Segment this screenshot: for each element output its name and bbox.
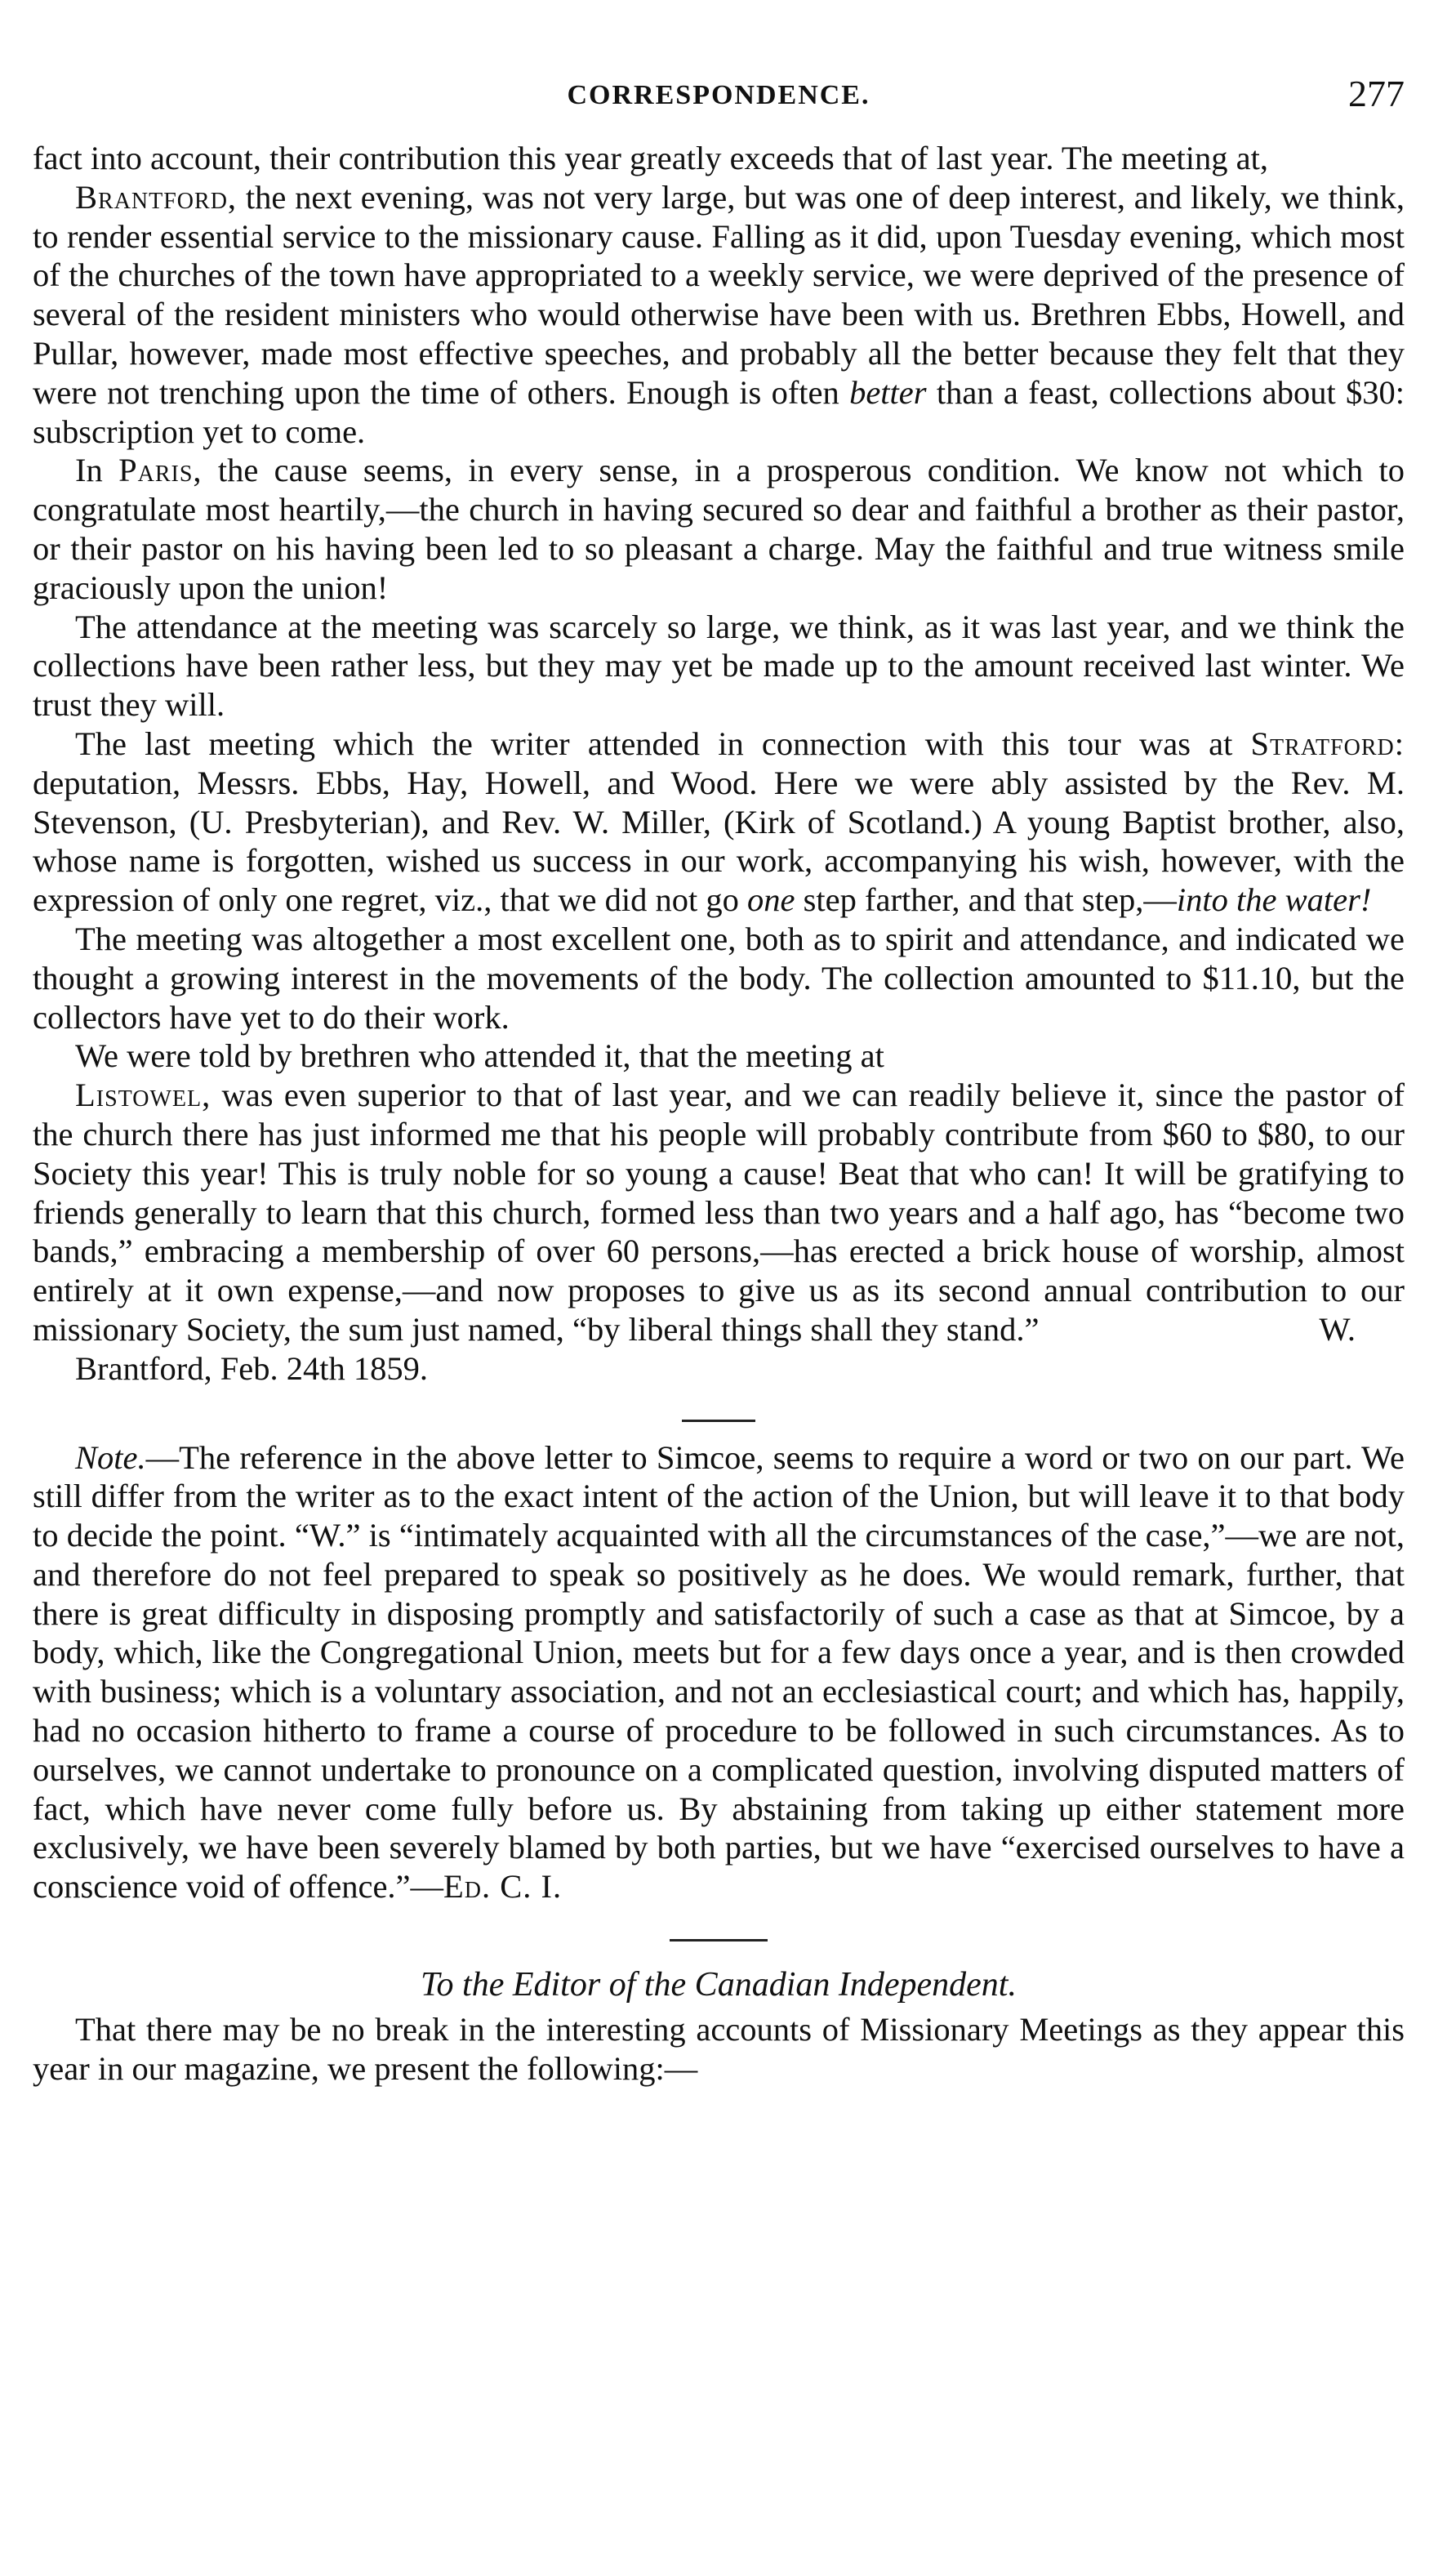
- paragraph-intro: [33, 2010, 1405, 2089]
- running-title: CORRESPONDENCE.: [567, 80, 870, 110]
- dateline: Brantford, Feb. 24th 1859.: [75, 1349, 428, 1387]
- editor-signoff: Ed. C. I.: [443, 1868, 563, 1906]
- signature-initial: W.: [1319, 1310, 1356, 1348]
- paragraph-paris: [33, 451, 1405, 607]
- paragraph-attendance: [33, 608, 1405, 724]
- letter-body: [33, 139, 1405, 1389]
- note-label: Note.: [75, 1438, 146, 1476]
- letter-heading: To the Editor of the Canadian Independent.: [421, 1966, 1017, 2004]
- emphasis-text: into the water!: [1176, 881, 1372, 919]
- paragraph-text: —The reference in the above letter to Simcoe, seems to require a word or two on our part. We still differ from the writer as to the exact intent of the action of the Union, but will leave it to that body to decide the point. “W.” is “intimately acquainted with all the circumstances of the case,”—we are not, and therefore do not feel prepared to speak so positively as he does. We would remark, further, that there is great difficulty in disposing promptly and satisfactorily of such a case as that at Simcoe, by a body, which, like the Congregational Union, meets but for a few days once a year, and is then crowded with business; which is a voluntary association, and not an ecclesiastical court; and which has, happily, had no occasion hitherto to frame a course of procedure to be followed in such circumstances. As to ourselves, we cannot undertake to pronounce on a complicated question, involving disputed matters of fact, which have never come fully before us. By abstaining from taking up either statement more exclusively, we have been severely blamed by both parties, but we have “exercised ourselves to have a conscience void of offence.”—: [33, 1438, 1405, 1906]
- paragraph-text: The meeting was altogether a most excellent one, both as to spirit and attendance, and indicated we thought a growing interest in the movements of the body. The collection amounted to $11.10, but the collectors have yet to do their work.: [33, 920, 1405, 1036]
- running-head: [33, 65, 1405, 123]
- paragraph-text: That there may be no break in the interesting accounts of Missionary Meetings as they appear this year in our magazine, we present the following:—: [33, 2011, 1405, 2087]
- paragraph-text: the cause seems, in every sense, in a prosperous condition. We know not which to congratulate most heartily,—the church in having secured so dear and faithful a brother as their pastor, or their pastor on his having been led to so pleasant a charge. May the faithful and true witness smile graciously upon the union!: [33, 452, 1405, 606]
- paragraph-told-by-brethren: [33, 1036, 1405, 1076]
- editor-note-paragraph: [33, 1438, 1405, 1907]
- next-letter: [33, 1964, 1405, 2089]
- paragraph-text: was even superior to that of last year, and we can readily believe it, since the pastor of the church there has just informed me that his people will probably contribute from $60 to $80, to our Society this year! This is truly noble for so young a cause! Beat that who can! It will be gratifying to friends generally to learn that this church, formed less than two years and a half ago, has “become two bands,” embracing a membership of over 60 persons,—has erected a brick house of worship, almost entirely at it own expense,—and now proposes to give us as its second annual contribution to our missionary Society, the sum just named, “by liberal things shall they stand.”: [33, 1077, 1405, 1348]
- emphasis-text: one: [747, 881, 795, 919]
- emphasis-text: better: [849, 373, 927, 411]
- place-name-paris: Paris,: [118, 452, 203, 489]
- place-name-listowel: Listowel,: [75, 1077, 211, 1114]
- paragraph-text: deputation, Messrs. Ebbs, Hay, Howell, and Wood. Here we were ably assisted by the Rev. M. Stevenson, (U. Presbyterian), and Rev. W. Miller, (Kirk of Scotland.) A young Baptist brother, also, whose name is forgotten, wished us success in our work, accompanying his wish, however, with the expression of only one regret, viz., that we did not go: [33, 764, 1405, 919]
- paragraph-text: fact into account, their contribution this year greatly exceeds that of last year. The meeting at,: [33, 140, 1268, 176]
- place-name-brantford: Brantford,: [75, 178, 238, 216]
- editor-note: [33, 1438, 1405, 1907]
- page-number: 277: [1348, 73, 1405, 114]
- paragraph-continuation: [33, 139, 1405, 178]
- paragraph-text: In: [75, 452, 119, 489]
- section-divider: [682, 1420, 755, 1422]
- paragraph-brantford: [33, 178, 1405, 452]
- paragraph-stratford: [33, 724, 1405, 920]
- paragraph-text: the next evening, was not very large, but was one of deep interest, and likely, we think, to render essential service to the missionary cause. Falling as it did, upon Tuesday evening, which most of the churches of the town have appropriated to a weekly service, we were deprived of the presence of several of the resident ministers who would otherwise have been with us. Brethren Ebbs, Howell, and Pullar, however, made most effective speeches, and probably all the better because they felt that they were not trenching upon the time of others. Enough is often: [33, 178, 1405, 411]
- paragraph-text: step farther, and that step,—: [795, 881, 1177, 919]
- paragraph-text: The last meeting which the writer attended in connection with this tour was at: [75, 724, 1251, 762]
- paragraph-text: than a feast, collections about $30: subscription yet to come.: [33, 373, 1405, 450]
- paragraph-listowel: [33, 1076, 1405, 1349]
- paragraph-text: The attendance at the meeting was scarcely so large, we think, as it was last year, and we think the collections have been rather less, but they may yet be made up to the amount received last winter. We trust they will.: [33, 608, 1405, 724]
- document-page: [33, 65, 1405, 2089]
- paragraph-text: We were told by brethren who attended it, that the meeting at: [75, 1037, 884, 1075]
- place-name-stratford: Stratford:: [1250, 724, 1405, 762]
- paragraph-meeting-excellent: [33, 920, 1405, 1036]
- section-divider: [670, 1939, 768, 1941]
